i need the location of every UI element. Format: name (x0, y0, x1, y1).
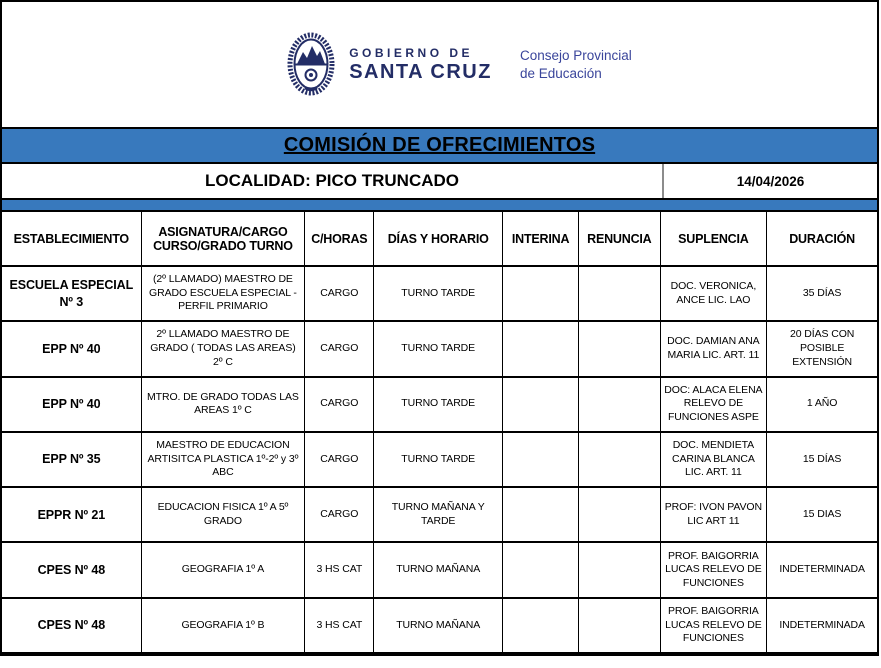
establecimiento-cell: CPES Nº 48 (2, 542, 141, 597)
table-cell: CARGO (305, 321, 374, 376)
table-row (2, 542, 877, 597)
table-cell (579, 266, 660, 321)
localidad-label: LOCALIDAD: PICO TRUNCADO (204, 171, 460, 190)
establecimiento-cell: EPP Nº 40 (2, 321, 141, 376)
table-cell (579, 432, 660, 487)
consejo-line2: de Educación (519, 65, 602, 81)
table-cell: TURNO TARDE (374, 266, 503, 321)
col-header-establecimiento: ESTABLECIMIENTO (2, 212, 141, 266)
table-row (2, 487, 877, 542)
table-cell: 15 DIAS (767, 487, 877, 542)
gobierno-wordmark (349, 46, 492, 84)
table-row (2, 266, 877, 321)
consejo-wordmark (520, 47, 632, 82)
table-cell: GEOGRAFIA 1º A (141, 542, 305, 597)
table-cell (503, 598, 579, 653)
establecimiento-cell: CPES Nº 48 (2, 598, 141, 653)
offers-table-body (2, 266, 877, 653)
table-cell: 20 DÍAS CON POSIBLE EXTENSIÓN (767, 321, 877, 376)
table-cell: EDUCACION FISICA 1º A 5º GRADO (141, 487, 305, 542)
col-header-duracion: DURACIÓN (767, 212, 877, 266)
col-header-interina: INTERINA (503, 212, 579, 266)
table-cell (503, 321, 579, 376)
table-header-row (2, 212, 877, 266)
establecimiento-cell: EPP Nº 40 (2, 377, 141, 432)
table-cell: DOC: ALACA ELENA RELEVO DE FUNCIONES ASPE (660, 377, 767, 432)
santa-cruz-coat-of-arms-icon (287, 32, 335, 98)
col-header-asignatura: ASIGNATURA/CARGO CURSO/GRADO TURNO (141, 212, 305, 266)
table-cell: CARGO (305, 377, 374, 432)
logo-header (2, 2, 877, 127)
table-cell: 15 DÍAS (767, 432, 877, 487)
table-cell (503, 432, 579, 487)
table-cell: TURNO TARDE (374, 321, 503, 376)
table-row (2, 598, 877, 653)
table-cell: TURNO TARDE (374, 432, 503, 487)
consejo-line1: Consejo Provincial (519, 47, 632, 63)
table-cell: INDETERMINADA (767, 542, 877, 597)
table-cell: 1 AÑO (767, 377, 877, 432)
table-cell: INDETERMINADA (767, 598, 877, 653)
table-cell: CARGO (305, 432, 374, 487)
table-cell (503, 377, 579, 432)
table-cell: 35 DÍAS (767, 266, 877, 321)
table-cell (579, 377, 660, 432)
col-header-renuncia: RENUNCIA (579, 212, 660, 266)
table-row (2, 432, 877, 487)
localidad-row (2, 164, 877, 198)
table-cell (579, 542, 660, 597)
page-title: COMISIÓN DE OFRECIMIENTOS (283, 134, 596, 156)
table-cell: GEOGRAFIA 1º B (141, 598, 305, 653)
table-row (2, 377, 877, 432)
table-cell (503, 487, 579, 542)
blue-separator-band (2, 198, 877, 212)
establecimiento-cell: EPPR Nº 21 (2, 487, 141, 542)
table-cell: DOC. MENDIETA CARINA BLANCA LIC. ART. 11 (660, 432, 767, 487)
table-cell: 3 HS CAT (305, 598, 374, 653)
table-cell: PROF. BAIGORRIA LUCAS RELEVO DE FUNCIONES (660, 598, 767, 653)
establecimiento-cell: EPP Nº 35 (2, 432, 141, 487)
col-header-suplencia: SUPLENCIA (660, 212, 767, 266)
table-cell (579, 487, 660, 542)
table-cell: TURNO MAÑANA (374, 542, 503, 597)
table-cell: TURNO MAÑANA Y TARDE (374, 487, 503, 542)
col-header-dias-horario: DÍAS Y HORARIO (374, 212, 503, 266)
santa-cruz-text: SANTA CRUZ (349, 60, 492, 83)
col-header-choras: C/HORAS (305, 212, 374, 266)
table-cell: CARGO (305, 487, 374, 542)
title-band (2, 127, 877, 164)
table-cell (503, 542, 579, 597)
offers-table (2, 212, 877, 654)
table-cell: PROF. BAIGORRIA LUCAS RELEVO DE FUNCIONES (660, 542, 767, 597)
table-cell: PROF: IVON PAVON LIC ART 11 (660, 487, 767, 542)
table-cell: DOC. VERONICA, ANCE LIC. LAO (660, 266, 767, 321)
table-cell: DOC. DAMIAN ANA MARIA LIC. ART. 11 (660, 321, 767, 376)
table-cell: CARGO (305, 266, 374, 321)
table-cell: MAESTRO DE EDUCACION ARTISITCA PLASTICA 1º-2º y 3º ABC (141, 432, 305, 487)
table-row (2, 321, 877, 376)
logo-group (287, 32, 632, 98)
table-cell: (2º LLAMADO) MAESTRO DE GRADO ESCUELA ESPECIAL - PERFIL PRIMARIO (141, 266, 305, 321)
table-cell: 3 HS CAT (305, 542, 374, 597)
offers-table-wrap (2, 212, 877, 654)
table-cell (503, 266, 579, 321)
table-cell: TURNO TARDE (374, 377, 503, 432)
date-value: 14/04/2026 (662, 164, 877, 198)
table-cell: TURNO MAÑANA (374, 598, 503, 653)
table-cell: 2º LLAMADO MAESTRO DE GRADO ( TODAS LAS AREAS) 2º C (141, 321, 305, 376)
establecimiento-cell: ESCUELA ESPECIAL Nº 3 (2, 266, 141, 321)
gobierno-de-text: GOBIERNO DE (349, 45, 474, 60)
table-cell (579, 321, 660, 376)
table-cell: MTRO. DE GRADO TODAS LAS AREAS 1º C (141, 377, 305, 432)
table-cell (579, 598, 660, 653)
